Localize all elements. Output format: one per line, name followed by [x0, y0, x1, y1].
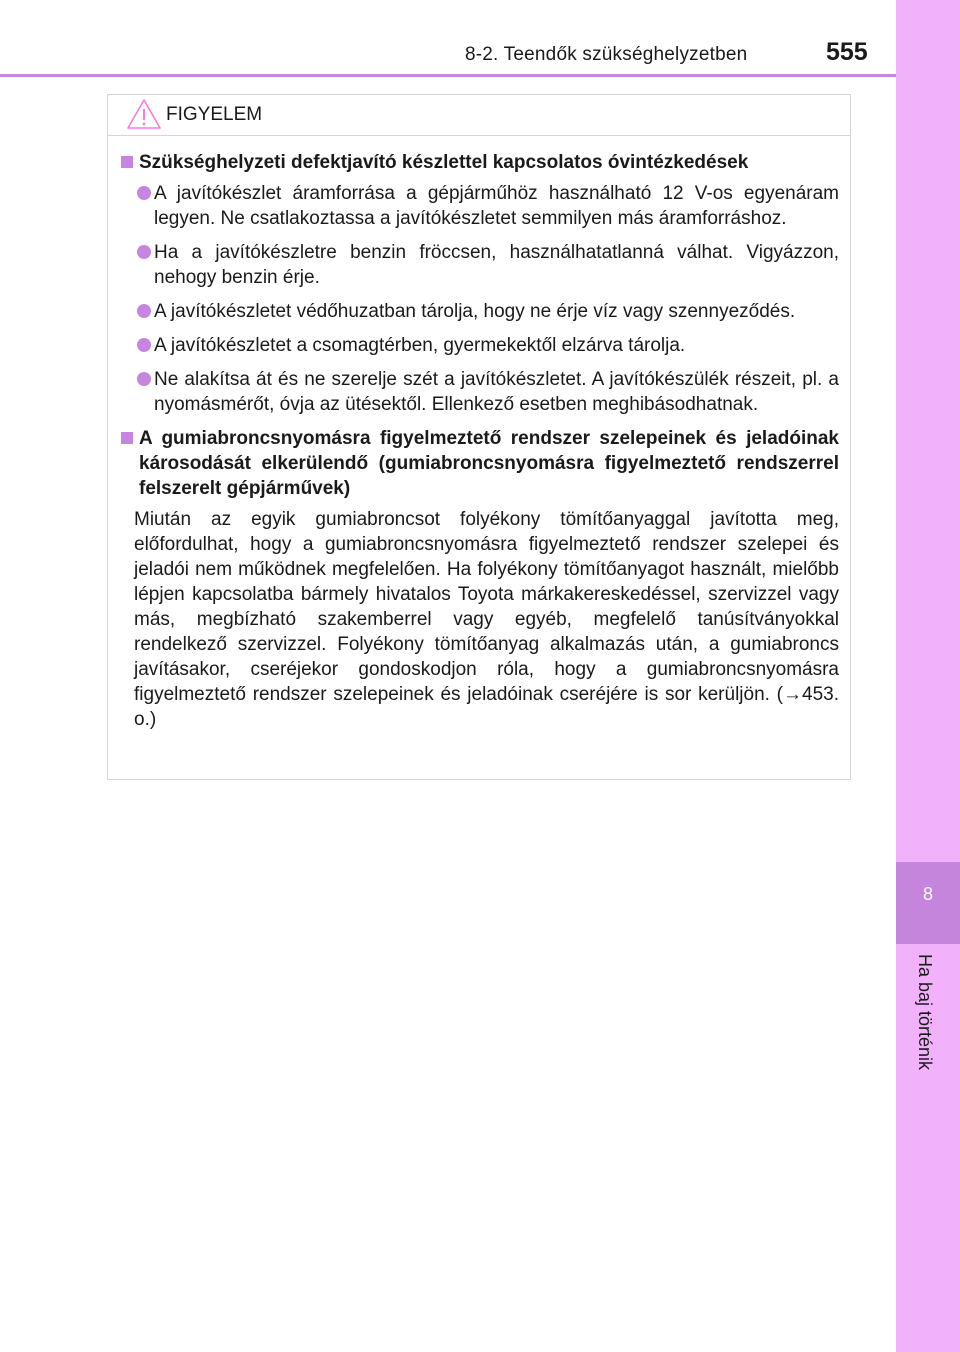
- page-header-title: 8-2. Teendők szükséghelyzetben: [465, 44, 748, 65]
- list-item: [117, 240, 839, 290]
- dot-bullet-icon: [137, 186, 151, 200]
- side-tab-chapter-number: 8: [922, 884, 933, 904]
- warning-body: [117, 150, 839, 732]
- section-heading: [117, 150, 839, 175]
- square-bullet-icon: [121, 432, 133, 444]
- list-item: [117, 181, 839, 231]
- dot-bullet-icon: [137, 338, 151, 352]
- list-item: [117, 367, 839, 417]
- warning-triangle-icon: [126, 98, 162, 135]
- list-item-text: A javítókészletet védőhuzatban tárolja, hogy ne érje víz vagy szennyeződés.: [154, 301, 796, 322]
- list-item-text: Ne alakítsa át és ne szerelje szét a javítókészletet. A javítókészülék részeit, pl. a nyomásmérőt, óvja az ütésektől. Ellenkező esetben meghibásodhatnak.: [154, 369, 839, 415]
- header-rule: [0, 74, 896, 77]
- side-tab-chapter-title: Ha baj történik: [915, 954, 935, 1071]
- list-item: [117, 299, 839, 324]
- dot-bullet-icon: [137, 304, 151, 318]
- list-item-text: A javítókészlet áramforrása a gépjárműhöz használható 12 V-os egyenáram legyen. Ne csatlakoztassa a javítókészletet semmilyen más áramforráshoz.: [154, 183, 839, 229]
- list-item-text: A javítókészletet a csomagtérben, gyermekektől elzárva tárolja.: [154, 335, 686, 356]
- dot-bullet-icon: [137, 245, 151, 259]
- square-bullet-icon: [121, 156, 133, 168]
- section-heading-text: A gumiabroncsnyomásra figyelmeztető rendszer szelepeinek és jeladóinak károsodását elkerülendő (gumiabroncsnyomásra figyelmeztető rendszerrel felszerelt gépjárművek): [139, 428, 839, 499]
- section-paragraph: Miután az egyik gumiabroncsot folyékony tömítőanyaggal javította meg, előfordulhat, hogy a gumiabroncsnyomásra figyelmeztető rendszer szelepei és jeladói nem működnek megfelelően. Ha folyékony tömítőanyagot használt, mielőbb lépjen kapcsolatba bármely hivatalos Toyota márkakereskedéssel, szervizzel vagy más, megbízható szakemberrel vagy egyéb, megfelelő tanúsítványokkal rendelkező szervizzel. Folyékony tömítőanyag alkalmazás után, a gumiabroncs javításakor, cseréjekor gondoskodjon róla, hogy a gumiabroncsnyomásra figyelmeztető rendszer szelepeinek és jeladóinak cseréjére is sor kerüljön. (→453. o.): [134, 509, 839, 730]
- warning-header: [108, 95, 850, 136]
- section-heading-text: Szükséghelyzeti defektjavító készlettel kapcsolatos óvintézkedések: [139, 152, 749, 173]
- side-tab-strip: [896, 0, 960, 1352]
- warning-label: FIGYELEM: [166, 104, 263, 125]
- list-item-text: Ha a javítókészletre benzin fröccsen, használhatatlanná válhat. Vigyázzon, nehogy benzin érje.: [154, 242, 839, 288]
- section-heading: [117, 426, 839, 501]
- list-item: [117, 333, 839, 358]
- page-number: 555: [826, 38, 868, 66]
- dot-bullet-icon: [137, 372, 151, 386]
- warning-box: [107, 94, 851, 780]
